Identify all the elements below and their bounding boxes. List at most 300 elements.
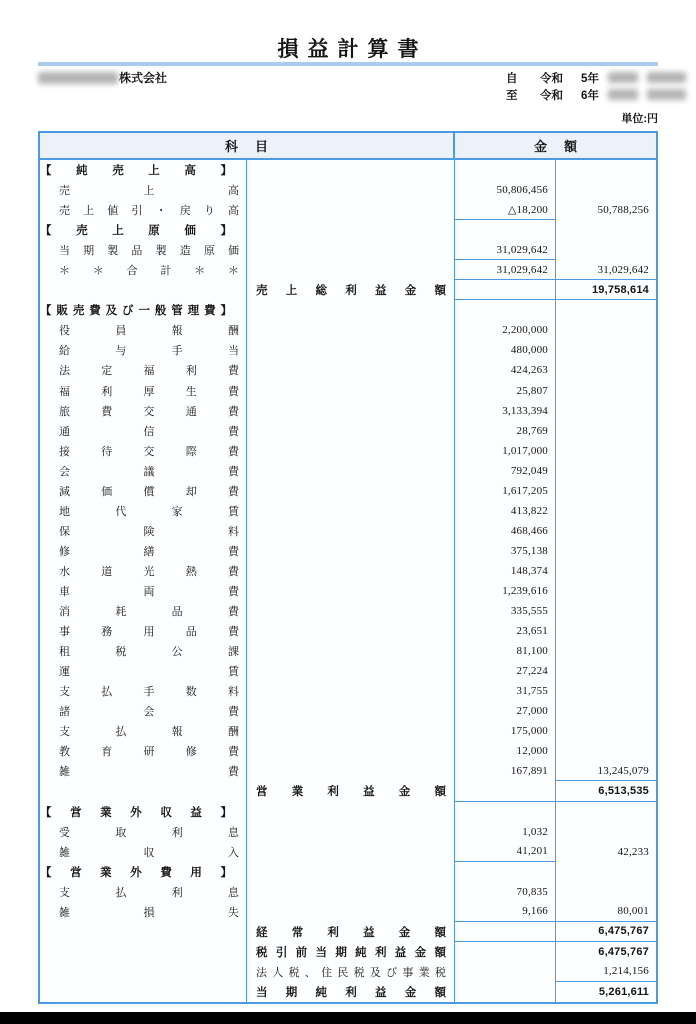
- distributed-label: 【 営 業 外 費 用 】: [40, 866, 232, 879]
- summary-label-cell: [247, 501, 455, 521]
- table-row: [40, 781, 656, 801]
- distributed-label: 雑 収 入: [59, 846, 239, 859]
- amount-total-cell: [556, 160, 656, 180]
- summary-label-cell: [247, 401, 455, 421]
- amount-detail-cell: [455, 381, 556, 401]
- period-to-era: 令和: [540, 89, 563, 102]
- amount-total-cell: [556, 661, 656, 681]
- amount-total-value: 50,788,256: [597, 204, 649, 217]
- amount-detail-cell: [455, 842, 556, 862]
- amount-total-cell: [556, 360, 656, 380]
- table-row: [40, 401, 656, 421]
- distributed-label: 売 上 総 利 益 金 額: [256, 285, 446, 298]
- account-label-cell: [40, 802, 247, 822]
- amount-detail-cell: [455, 882, 556, 902]
- amount-detail-cell: [455, 340, 556, 360]
- distributed-label: 給 与 手 当: [59, 345, 239, 358]
- distributed-label: 接 待 交 際 費: [59, 445, 239, 458]
- page-title: 損益計算書: [277, 38, 428, 61]
- distributed-label: 【 売 上 原 価 】: [40, 225, 232, 238]
- account-label-cell: [40, 701, 247, 721]
- distributed-label: 会 議 費: [59, 465, 239, 478]
- distributed-label: 営 業 利 益 金 額: [256, 786, 446, 799]
- table-row: [40, 360, 656, 380]
- table-row: [40, 802, 656, 822]
- summary-label-cell: [247, 300, 455, 320]
- distributed-label: 受 取 利 息: [59, 826, 239, 839]
- amount-detail-cell: [455, 240, 556, 260]
- account-label-cell: [40, 240, 247, 260]
- distributed-label: 当 期 製 品 製 造 原 価: [59, 245, 239, 258]
- distributed-label: 車 両 費: [59, 586, 239, 599]
- amount-detail-cell: [455, 601, 556, 621]
- account-label-cell: [40, 160, 247, 180]
- title-rule: [38, 62, 658, 66]
- amount-total-value: 6,475,767: [598, 925, 649, 938]
- amount-detail-value: 70,835: [516, 885, 548, 898]
- amount-detail-cell: [455, 260, 556, 280]
- amount-total-cell: [556, 581, 656, 601]
- table-row: [40, 962, 656, 982]
- amount-total-cell: [556, 761, 656, 781]
- amount-total-cell: [556, 842, 656, 862]
- distributed-label: 法 人 税 、 住 民 税 及 び 事 業 税: [256, 966, 446, 979]
- account-label-cell: [40, 381, 247, 401]
- amount-total-cell: [556, 922, 656, 942]
- account-label-cell: [40, 862, 247, 882]
- account-label-cell: [40, 922, 247, 942]
- account-label-cell: [40, 982, 247, 1002]
- amount-detail-cell: [455, 280, 556, 300]
- summary-label-cell: [247, 781, 455, 801]
- amount-detail-cell: [455, 741, 556, 761]
- amount-total-cell: [556, 962, 656, 982]
- distributed-label: 【 販 売 費 及 び 一 般 管 理 費 】: [40, 305, 232, 318]
- amount-total-cell: [556, 381, 656, 401]
- amount-detail-cell: [455, 421, 556, 441]
- amount-detail-cell: [455, 701, 556, 721]
- amount-detail-cell: [455, 401, 556, 421]
- summary-label-cell: [247, 942, 455, 962]
- distributed-label: 水 道 光 熱 費: [59, 565, 239, 578]
- summary-label-cell: [247, 661, 455, 681]
- account-label-cell: [40, 842, 247, 862]
- table-row: [40, 661, 656, 681]
- summary-label-cell: [247, 641, 455, 661]
- amount-detail-cell: [455, 581, 556, 601]
- summary-label-cell: [247, 360, 455, 380]
- distributed-label: 経 常 利 益 金 額: [256, 926, 446, 939]
- account-label-cell: [40, 521, 247, 541]
- summary-label-cell: [247, 862, 455, 882]
- table-row: [40, 701, 656, 721]
- table-row: [40, 862, 656, 882]
- account-label-cell: [40, 360, 247, 380]
- amount-detail-cell: [455, 781, 556, 801]
- amount-total-cell: [556, 982, 656, 1002]
- summary-label-cell: [247, 982, 455, 1002]
- company-line: [38, 70, 167, 85]
- summary-label-cell: [247, 561, 455, 581]
- account-label-cell: [40, 741, 247, 761]
- account-label-cell: [40, 781, 247, 801]
- amount-detail-cell: [455, 942, 556, 962]
- account-label-cell: [40, 942, 247, 962]
- table-row: [40, 741, 656, 761]
- account-label-cell: [40, 401, 247, 421]
- table-row: [40, 761, 656, 781]
- amount-total-cell: [556, 541, 656, 561]
- company-name-redacted: [38, 72, 118, 84]
- amount-total-cell: [556, 902, 656, 922]
- amount-detail-cell: [455, 541, 556, 561]
- table-row: [40, 180, 656, 200]
- amount-detail-value: △18,200: [507, 204, 548, 217]
- amount-detail-cell: [455, 902, 556, 922]
- amount-detail-value: 424,263: [510, 364, 548, 377]
- distributed-label: 役 員 報 酬: [59, 325, 239, 338]
- table-row: [40, 160, 656, 180]
- amount-total-cell: [556, 862, 656, 882]
- distributed-label: 売 上 値 引 ・ 戻 り 高: [59, 205, 239, 218]
- account-label-cell: [40, 962, 247, 982]
- amount-detail-cell: [455, 180, 556, 200]
- amount-total-cell: [556, 621, 656, 641]
- amount-detail-cell: [455, 481, 556, 501]
- amount-total-cell: [556, 260, 656, 280]
- distributed-label: 事 務 用 品 費: [59, 626, 239, 639]
- amount-detail-value: 375,138: [510, 544, 548, 557]
- table-row: [40, 240, 656, 260]
- amount-detail-value: 12,000: [516, 745, 548, 758]
- summary-label-cell: [247, 681, 455, 701]
- amount-total-value: 5,261,611: [598, 985, 649, 998]
- distributed-label: 諸 会 費: [59, 706, 239, 719]
- amount-detail-cell: [455, 641, 556, 661]
- period-to: [506, 86, 695, 103]
- table-row: [40, 601, 656, 621]
- account-label-cell: [40, 200, 247, 220]
- summary-label-cell: [247, 902, 455, 922]
- table-row: [40, 982, 656, 1002]
- amount-detail-cell: [455, 441, 556, 461]
- account-label-cell: [40, 280, 247, 300]
- summary-label-cell: [247, 421, 455, 441]
- pl-table-header: [40, 133, 656, 160]
- amount-detail-value: 23,651: [516, 625, 548, 638]
- account-label-cell: [40, 561, 247, 581]
- distributed-label: 通 信 費: [59, 425, 239, 438]
- amount-detail-cell: [455, 962, 556, 982]
- pl-table-body: [40, 160, 656, 1002]
- period-to-day-redacted: [647, 89, 686, 100]
- amount-detail-value: 41,201: [516, 845, 548, 858]
- account-label-cell: [40, 300, 247, 320]
- table-row: [40, 681, 656, 701]
- summary-label-cell: [247, 481, 455, 501]
- period-from-era: 令和: [540, 72, 563, 85]
- summary-label-cell: [247, 962, 455, 982]
- distributed-label: 【 純 売 上 高 】: [40, 165, 232, 178]
- account-label-cell: [40, 461, 247, 481]
- summary-label-cell: [247, 240, 455, 260]
- account-label-cell: [40, 621, 247, 641]
- table-row: [40, 721, 656, 741]
- table-row: [40, 421, 656, 441]
- amount-total-cell: [556, 220, 656, 240]
- amount-detail-value: 81,100: [516, 645, 548, 658]
- table-row: [40, 621, 656, 641]
- amount-total-cell: [556, 882, 656, 902]
- amount-detail-value: 9,166: [522, 905, 548, 918]
- amount-total-cell: [556, 521, 656, 541]
- amount-detail-value: 31,029,642: [496, 243, 548, 256]
- summary-label-cell: [247, 340, 455, 360]
- summary-label-cell: [247, 381, 455, 401]
- amount-total-cell: [556, 200, 656, 220]
- amount-detail-cell: [455, 982, 556, 1002]
- amount-total-cell: [556, 501, 656, 521]
- summary-label-cell: [247, 180, 455, 200]
- amount-detail-value: 3,133,394: [502, 404, 548, 417]
- distributed-label: 法 定 福 利 費: [59, 365, 239, 378]
- amount-detail-value: 1,239,616: [502, 585, 548, 598]
- amount-total-cell: [556, 340, 656, 360]
- amount-detail-value: 1,032: [522, 825, 548, 838]
- account-label-cell: [40, 421, 247, 441]
- amount-total-value: 1,214,156: [603, 965, 649, 978]
- amount-total-cell: [556, 481, 656, 501]
- amount-total-value: 13,245,079: [597, 764, 649, 777]
- amount-detail-cell: [455, 802, 556, 822]
- amount-detail-value: 148,374: [510, 564, 548, 577]
- summary-label-cell: [247, 922, 455, 942]
- amount-total-value: 42,233: [617, 845, 649, 858]
- amount-detail-value: 167,891: [510, 765, 548, 778]
- amount-total-cell: [556, 421, 656, 441]
- distributed-label: 当 期 純 利 益 金 額: [256, 986, 446, 999]
- table-row: [40, 581, 656, 601]
- period-from: [506, 69, 695, 86]
- amount-detail-value: 31,755: [516, 685, 548, 698]
- account-label-cell: [40, 501, 247, 521]
- distributed-label: 地 代 家 賃: [59, 505, 239, 518]
- amount-detail-cell: [455, 761, 556, 781]
- summary-label-cell: [247, 581, 455, 601]
- account-label-cell: [40, 320, 247, 340]
- accounting-period: [506, 69, 695, 103]
- table-row: [40, 381, 656, 401]
- summary-label-cell: [247, 461, 455, 481]
- amount-detail-value: 1,017,000: [502, 444, 548, 457]
- account-label-cell: [40, 340, 247, 360]
- amount-total-cell: [556, 461, 656, 481]
- table-row: [40, 461, 656, 481]
- distributed-label: 売 上 高: [59, 185, 239, 198]
- amount-detail-value: 792,049: [510, 464, 548, 477]
- summary-label-cell: [247, 802, 455, 822]
- summary-label-cell: [247, 882, 455, 902]
- account-label-cell: [40, 260, 247, 280]
- table-row: [40, 200, 656, 220]
- account-label-cell: [40, 220, 247, 240]
- amount-total-cell: [556, 822, 656, 842]
- table-row: [40, 521, 656, 541]
- period-from-month-redacted: [608, 72, 638, 83]
- amount-detail-cell: [455, 220, 556, 240]
- amount-detail-value: 27,224: [516, 665, 548, 678]
- distributed-label: 税 引 前 当 期 純 利 益 金 額: [256, 946, 446, 959]
- amount-detail-value: 335,555: [510, 605, 548, 618]
- distributed-label: 運 賃: [59, 666, 239, 679]
- amount-detail-value: 175,000: [510, 725, 548, 738]
- amount-total-cell: [556, 180, 656, 200]
- account-label-cell: [40, 441, 247, 461]
- account-label-cell: [40, 902, 247, 922]
- summary-label-cell: [247, 320, 455, 340]
- amount-detail-cell: [455, 681, 556, 701]
- amount-total-cell: [556, 240, 656, 260]
- amount-total-value: 6,475,767: [598, 945, 649, 958]
- distributed-label: 支 払 手 数 料: [59, 686, 239, 699]
- amount-detail-cell: [455, 721, 556, 741]
- account-label-cell: [40, 721, 247, 741]
- table-row: [40, 340, 656, 360]
- amount-total-cell: [556, 802, 656, 822]
- column-header-amount: 金額: [533, 139, 594, 154]
- summary-label-cell: [247, 220, 455, 240]
- table-row: [40, 541, 656, 561]
- summary-label-cell: [247, 721, 455, 741]
- summary-label-cell: [247, 761, 455, 781]
- table-row: [40, 220, 656, 240]
- account-label-cell: [40, 761, 247, 781]
- amount-total-value: 6,513,535: [598, 784, 649, 797]
- summary-label-cell: [247, 260, 455, 280]
- distributed-label: 雑 費: [59, 766, 239, 779]
- account-label-cell: [40, 180, 247, 200]
- period-from-day-redacted: [647, 72, 686, 83]
- distributed-label: 支 払 利 息: [59, 886, 239, 899]
- amount-detail-cell: [455, 661, 556, 681]
- amount-total-cell: [556, 741, 656, 761]
- table-row: [40, 320, 656, 340]
- amount-detail-cell: [455, 360, 556, 380]
- footer-bar: [0, 1012, 696, 1024]
- amount-detail-cell: [455, 200, 556, 220]
- amount-detail-value: 25,807: [516, 384, 548, 397]
- amount-detail-cell: [455, 300, 556, 320]
- amount-detail-cell: [455, 320, 556, 340]
- amount-total-cell: [556, 721, 656, 741]
- account-label-cell: [40, 641, 247, 661]
- amount-total-cell: [556, 441, 656, 461]
- summary-label-cell: [247, 160, 455, 180]
- amount-detail-cell: [455, 501, 556, 521]
- distributed-label: 保 険 料: [59, 525, 239, 538]
- amount-detail-value: 28,769: [516, 424, 548, 437]
- amount-total-cell: [556, 681, 656, 701]
- period-to-month-redacted: [608, 89, 638, 100]
- account-label-cell: [40, 541, 247, 561]
- amount-total-value: 80,001: [617, 905, 649, 918]
- table-row: [40, 922, 656, 942]
- amount-detail-cell: [455, 621, 556, 641]
- summary-label-cell: [247, 541, 455, 561]
- table-row: [40, 280, 656, 300]
- summary-label-cell: [247, 200, 455, 220]
- amount-detail-value: 31,029,642: [496, 263, 548, 276]
- account-label-cell: [40, 681, 247, 701]
- unit-label: 単位:円: [621, 113, 658, 125]
- distributed-label: 支 払 報 酬: [59, 726, 239, 739]
- amount-detail-value: 480,000: [510, 344, 548, 357]
- summary-label-cell: [247, 621, 455, 641]
- distributed-label: 教 育 研 修 費: [59, 746, 239, 759]
- summary-label-cell: [247, 601, 455, 621]
- summary-label-cell: [247, 521, 455, 541]
- amount-total-cell: [556, 561, 656, 581]
- amount-detail-value: 1,617,205: [502, 484, 548, 497]
- distributed-label: 租 税 公 課: [59, 646, 239, 659]
- amount-total-cell: [556, 401, 656, 421]
- table-row: [40, 300, 656, 320]
- amount-total-cell: [556, 942, 656, 962]
- amount-detail-value: 27,000: [516, 705, 548, 718]
- table-row: [40, 501, 656, 521]
- account-label-cell: [40, 882, 247, 902]
- amount-total-value: 19,758,614: [591, 283, 649, 296]
- table-row: [40, 641, 656, 661]
- amount-total-cell: [556, 300, 656, 320]
- table-row: [40, 882, 656, 902]
- amount-detail-cell: [455, 822, 556, 842]
- account-label-cell: [40, 601, 247, 621]
- distributed-label: 修 繕 費: [59, 545, 239, 558]
- amount-detail-value: 2,200,000: [502, 324, 548, 337]
- summary-label-cell: [247, 701, 455, 721]
- summary-label-cell: [247, 842, 455, 862]
- amount-total-cell: [556, 320, 656, 340]
- table-row: [40, 942, 656, 962]
- amount-total-value: 31,029,642: [597, 263, 649, 276]
- period-to-prefix: 至: [506, 89, 518, 102]
- account-label-cell: [40, 661, 247, 681]
- column-header-subject: 科目: [40, 133, 455, 158]
- amount-detail-cell: [455, 561, 556, 581]
- amount-detail-cell: [455, 160, 556, 180]
- distributed-label: ＊ ＊ 合 計 ＊ ＊: [59, 265, 239, 278]
- distributed-label: 福 利 厚 生 費: [59, 385, 239, 398]
- distributed-label: 雑 損 失: [59, 906, 239, 919]
- summary-label-cell: [247, 822, 455, 842]
- amount-detail-cell: [455, 862, 556, 882]
- pl-table: [38, 131, 658, 1004]
- table-row: [40, 561, 656, 581]
- period-from-prefix: 自: [506, 72, 518, 85]
- table-row: [40, 822, 656, 842]
- amount-detail-value: 50,806,456: [496, 184, 548, 197]
- distributed-label: 消 耗 品 費: [59, 606, 239, 619]
- account-label-cell: [40, 822, 247, 842]
- amount-detail-cell: [455, 922, 556, 942]
- amount-total-cell: [556, 701, 656, 721]
- amount-detail-value: 468,466: [510, 524, 548, 537]
- table-row: [40, 481, 656, 501]
- distributed-label: 旅 費 交 通 費: [59, 405, 239, 418]
- amount-total-cell: [556, 280, 656, 300]
- period-from-year: 5年: [581, 72, 599, 85]
